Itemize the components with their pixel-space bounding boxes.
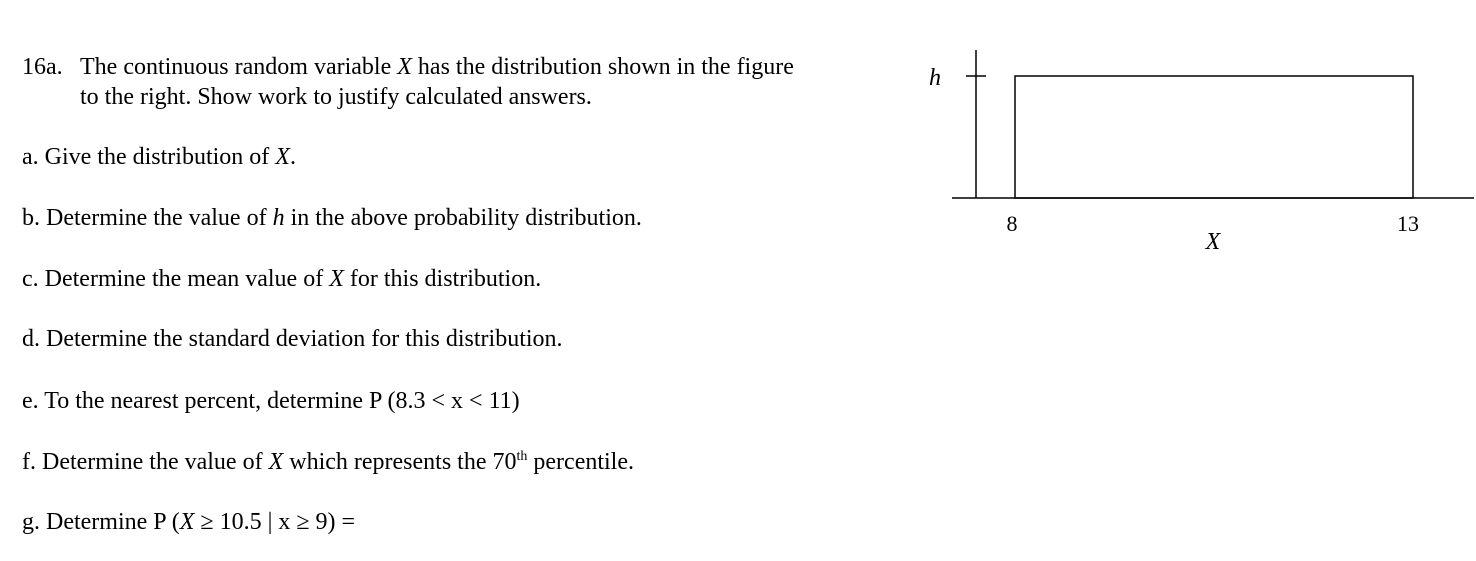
uniform-density-rectangle <box>1015 76 1413 198</box>
question-a: a. Give the distribution of X. <box>22 144 296 170</box>
problem-intro-line1: The continuous random variable X has the distribution shown in the figure <box>80 54 794 80</box>
question-g: g. Determine P (X ≥ 10.5 | x ≥ 9) = <box>22 509 356 535</box>
x-label: X <box>1205 229 1221 255</box>
question-c: c. Determine the mean value of X for this distribution. <box>22 266 542 292</box>
question-b: b. Determine the value of h in the above probability distribution. <box>22 205 642 231</box>
x-tick-label-8: 8 <box>1006 211 1018 236</box>
x-tick-label-13: 13 <box>1397 211 1419 236</box>
y-label: h <box>929 65 941 91</box>
question-e: e. To the nearest percent, determine P (8.3 < x < 11) <box>22 388 520 414</box>
problem-intro-line2: to the right. Show work to justify calculated answers. <box>80 84 592 110</box>
question-d: d. Determine the standard deviation for this distribution. <box>22 326 563 352</box>
distribution-figure <box>920 50 1476 270</box>
problem-number: 16a. <box>22 54 63 80</box>
distribution-chart <box>920 50 1476 270</box>
question-f: f. Determine the value of X which represents the 70th percentile. <box>22 449 634 475</box>
